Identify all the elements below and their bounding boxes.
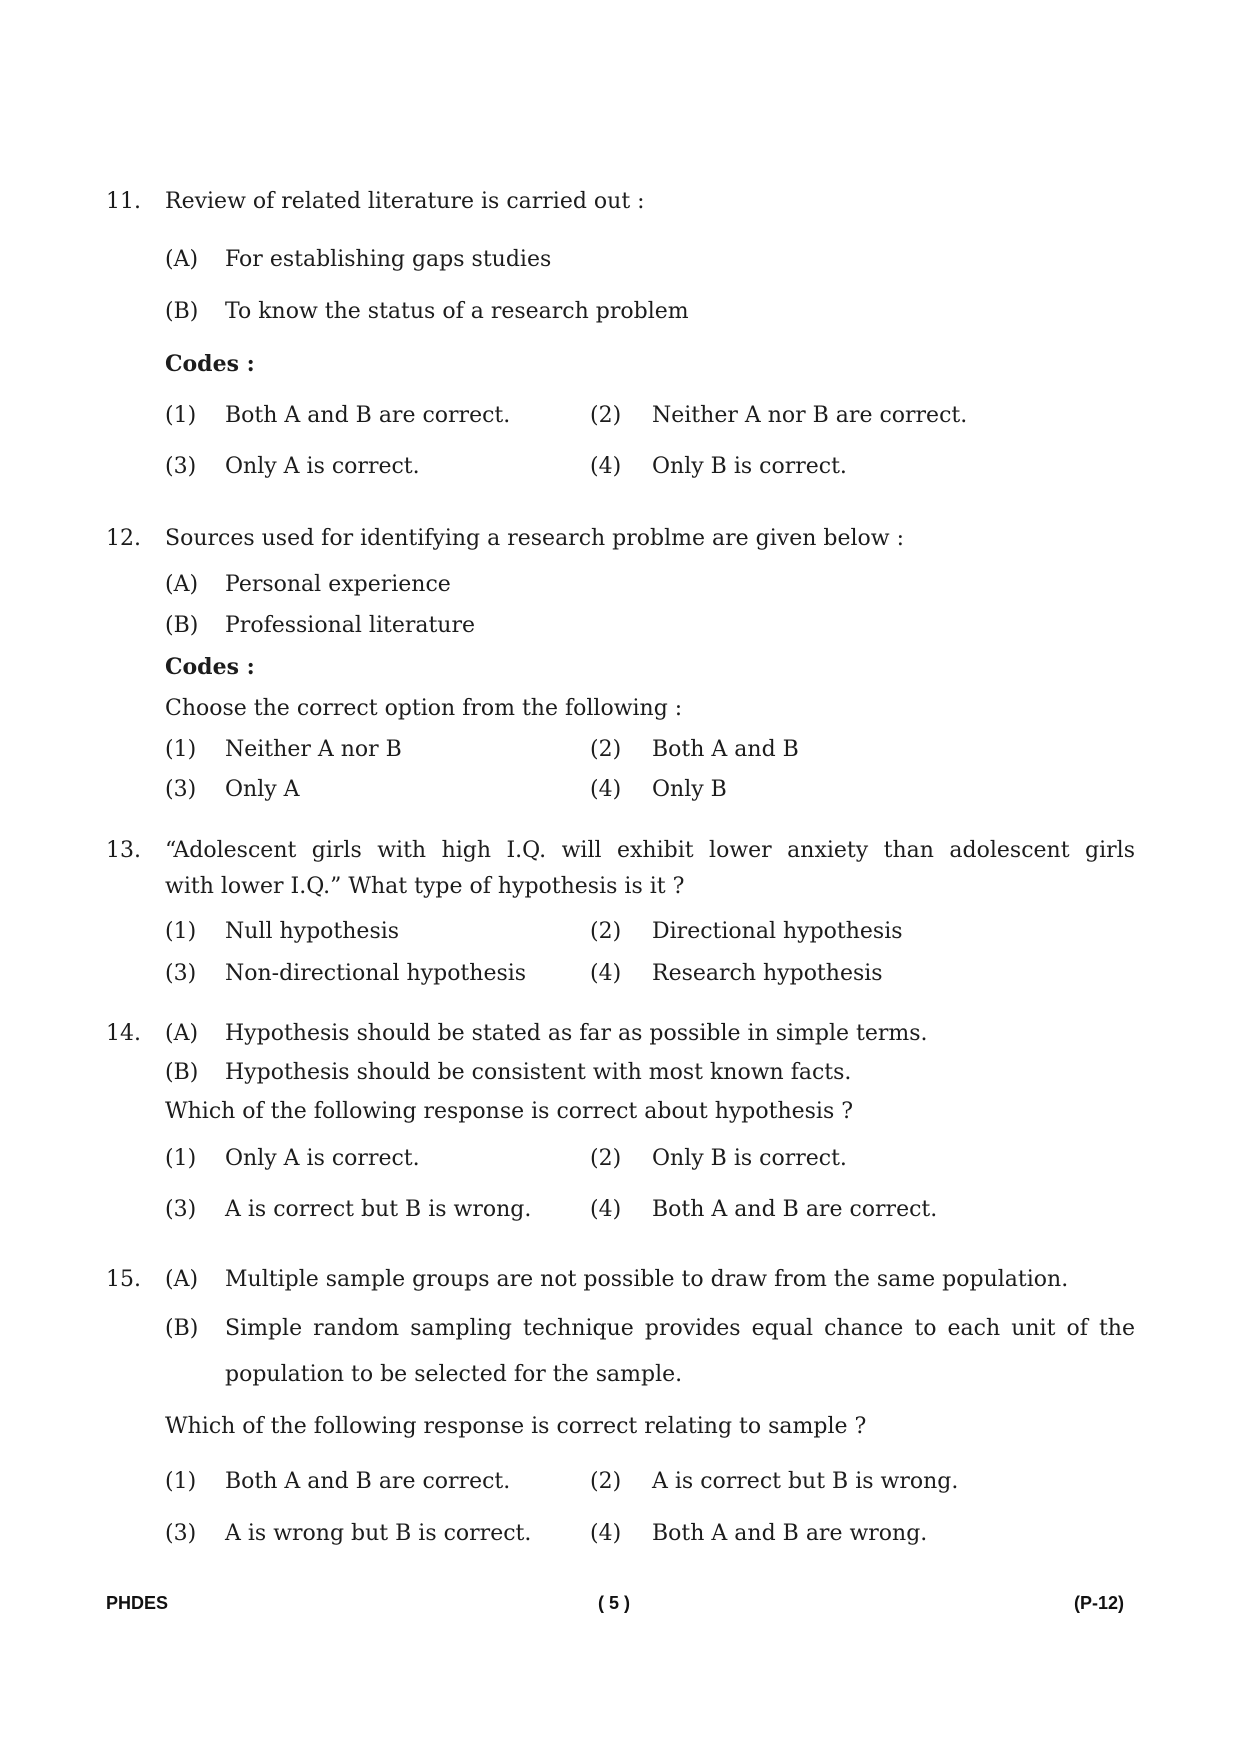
option-label: (4) [590,1197,622,1222]
question-prompt: Which of the following response is correct about hypothesis ? [165,1099,854,1124]
option-text: Only A is correct. [225,1146,420,1171]
question-number: 14. [106,1021,141,1046]
option-label: (2) [590,1146,622,1171]
statement-text: For establishing gaps studies [225,247,552,272]
option-label: (2) [590,737,622,762]
option-text: Neither A nor B [225,737,402,762]
exam-code: PHDES [106,1593,169,1613]
option-text: Non-directional hypothesis [225,961,527,986]
statement-label: (B) [165,613,199,638]
statement-text-line: Simple random sampling technique provides equal chance to each unit of the [225,1316,1135,1341]
option-label: (3) [165,961,197,986]
option-label: (3) [165,454,197,479]
option-text: Only A [225,777,300,802]
option-text: A is wrong but B is correct. [225,1521,532,1546]
question-number: 15. [106,1267,141,1292]
option-label: (3) [165,1197,197,1222]
option-text: Only B [652,777,727,802]
statement-label: (A) [165,572,199,597]
statement-label: (A) [165,1267,199,1292]
option-text: Both A and B are correct. [225,1469,511,1494]
option-text: Both A and B are correct. [225,403,511,428]
option-label: (4) [590,777,622,802]
option-text: Null hypothesis [225,919,400,944]
option-text: A is correct but B is wrong. [652,1469,959,1494]
question-stem: Sources used for identifying a research problme are given below : [165,526,905,551]
statement-text-line: population to be selected for the sample. [225,1362,683,1387]
statement-text: Multiple sample groups are not possible to draw from the same population. [225,1267,1069,1292]
option-text: Both A and B are wrong. [652,1521,928,1546]
option-text: Only B is correct. [652,1146,847,1171]
option-label: (4) [590,454,622,479]
question-instruction: Choose the correct option from the following : [165,696,683,721]
statement-label: (B) [165,1060,199,1085]
codes-heading: Codes : [165,654,255,680]
option-text: Both A and B are correct. [652,1197,938,1222]
question-stem-line: “Adolescent girls with high I.Q. will exhibit lower anxiety than adolescent girls [165,838,1135,863]
question-number: 11. [106,189,141,214]
question-stem-line: with lower I.Q.” What type of hypothesis is it ? [165,874,685,899]
option-text: Neither A nor B are correct. [652,403,968,428]
page-number: ( 5 ) [597,1593,630,1613]
statement-label: (B) [165,1316,199,1341]
question-prompt: Which of the following response is correct relating to sample ? [165,1414,867,1439]
option-label: (1) [165,919,197,944]
statement-text: Personal experience [225,572,451,597]
option-text: Both A and B [652,737,799,762]
statement-label: (A) [165,1021,199,1046]
option-label: (1) [165,403,197,428]
option-label: (2) [590,919,622,944]
option-label: (1) [165,737,197,762]
option-label: (4) [590,961,622,986]
option-text: Only B is correct. [652,454,847,479]
statement-text: To know the status of a research problem [225,299,689,324]
option-label: (4) [590,1521,622,1546]
option-text: Research hypothesis [652,961,883,986]
codes-heading: Codes : [165,351,255,377]
question-number: 12. [106,526,141,551]
option-label: (1) [165,1146,197,1171]
option-label: (2) [590,403,622,428]
question-number: 13. [106,838,141,863]
statement-text: Hypothesis should be consistent with most known facts. [225,1060,852,1085]
option-label: (2) [590,1469,622,1494]
statement-text: Hypothesis should be stated as far as possible in simple terms. [225,1021,928,1046]
option-text: Directional hypothesis [652,919,903,944]
question-stem: Review of related literature is carried out : [165,189,645,214]
option-text: Only A is correct. [225,454,420,479]
option-text: A is correct but B is wrong. [225,1197,532,1222]
option-label: (1) [165,1469,197,1494]
statement-label: (A) [165,247,199,272]
statement-text: Professional literature [225,613,476,638]
paper-set-code: (P-12) [1073,1593,1124,1613]
option-label: (3) [165,1521,197,1546]
option-label: (3) [165,777,197,802]
statement-label: (B) [165,299,199,324]
